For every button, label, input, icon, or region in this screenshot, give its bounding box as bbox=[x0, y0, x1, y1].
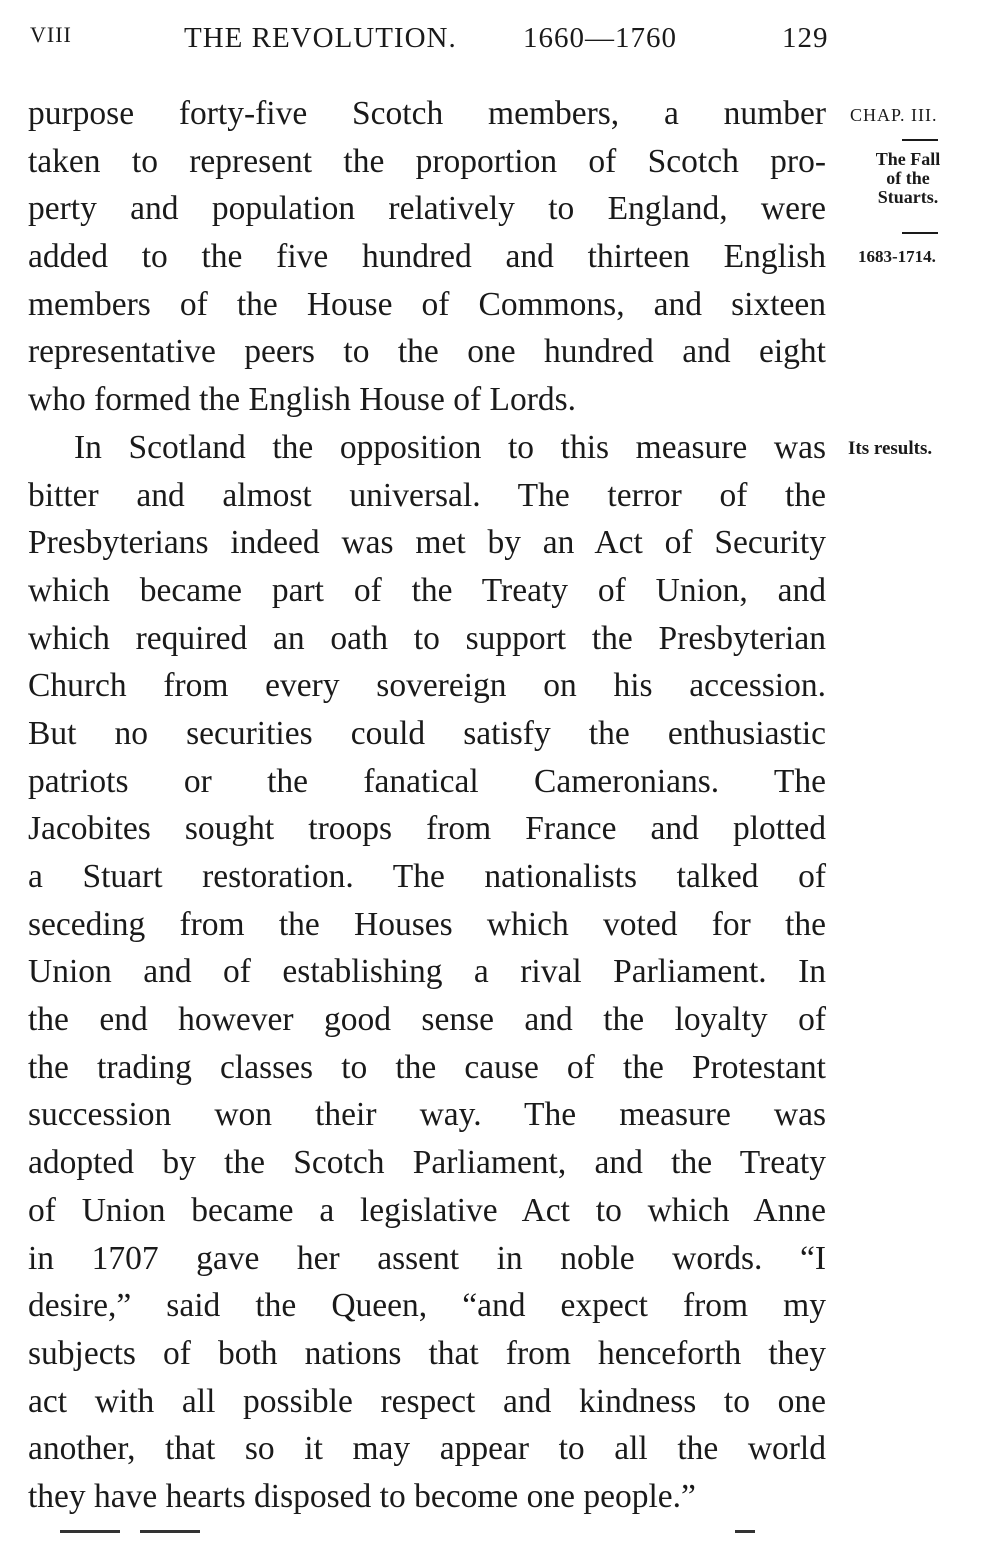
text-line: bitter and almost universal. The terror of the bbox=[28, 476, 826, 514]
text-line: Presbyterians indeed was met by an Act of Security bbox=[28, 524, 826, 562]
text-line: subjects of both nations that from henceforth they bbox=[28, 1334, 826, 1372]
margin-section-title bbox=[858, 150, 958, 207]
margin-section-title-line: of the bbox=[886, 168, 930, 188]
text-line: in 1707 gave her assent in noble words. “I bbox=[28, 1239, 826, 1277]
text-line: act with all possible respect and kindness to one bbox=[28, 1382, 826, 1420]
cropped-footer-marks bbox=[60, 1530, 760, 1536]
text-line: seceding from the Houses which voted for the bbox=[28, 905, 826, 943]
text-line: they have hearts disposed to become one people.” bbox=[28, 1477, 696, 1515]
text-line: Union and of establishing a rival Parliament. In bbox=[28, 953, 826, 991]
text-line: members of the House of Commons, and sixteen bbox=[28, 285, 826, 323]
text-line: desire,” said the Queen, “and expect from my bbox=[28, 1287, 826, 1325]
text-line: the end however good sense and the loyalty of bbox=[28, 1001, 826, 1039]
text-line: But no securities could satisfy the enthusiastic bbox=[28, 714, 826, 752]
footer-mark bbox=[140, 1530, 200, 1533]
text-line: patriots or the fanatical Cameronians. The bbox=[28, 762, 826, 800]
text-line: adopted by the Scotch Parliament, and the Treaty bbox=[28, 1144, 826, 1182]
footer-mark bbox=[60, 1530, 120, 1533]
text-line: another, that so it may appear to all the world bbox=[28, 1430, 826, 1468]
text-line: the trading classes to the cause of the Protestant bbox=[28, 1048, 826, 1086]
header-chapter-number: VIII bbox=[30, 22, 72, 47]
text-line: perty and population relatively to England, were bbox=[28, 190, 826, 228]
text-line: which required an oath to support the Presbyterian bbox=[28, 619, 826, 657]
text-line: taken to represent the proportion of Scotch pro- bbox=[28, 142, 826, 180]
paragraph-2 bbox=[28, 424, 826, 1521]
paragraph-1 bbox=[28, 90, 826, 424]
margin-section-title-line: Stuarts. bbox=[877, 187, 939, 207]
running-header bbox=[30, 22, 830, 62]
text-line: added to the five hundred and thirteen English bbox=[28, 238, 826, 276]
margin-rule bbox=[902, 232, 938, 234]
header-years: 1660—1760 bbox=[523, 22, 677, 54]
margin-rule bbox=[902, 139, 938, 141]
text-line: who formed the English House of Lords. bbox=[28, 381, 577, 419]
text-line: a Stuart restoration. The nationalists talked of bbox=[28, 858, 826, 895]
page-number: 129 bbox=[782, 22, 829, 54]
text-line: Jacobites sought troops from France and plotted bbox=[28, 810, 826, 848]
text-line: which became part of the Treaty of Union, and bbox=[28, 571, 826, 609]
text-line: purpose forty-five Scotch members, a number bbox=[28, 95, 826, 132]
text-line: of Union became a legislative Act to which Anne bbox=[28, 1191, 826, 1229]
text-line: succession won their way. The measure was bbox=[28, 1096, 826, 1134]
text-line: In Scotland the opposition to this measure was bbox=[74, 428, 826, 466]
margin-dates: 1683-1714. bbox=[858, 247, 936, 266]
footer-mark bbox=[735, 1530, 755, 1533]
margin-subsection: Its results. bbox=[848, 438, 933, 459]
header-title: THE REVOLUTION. bbox=[184, 22, 457, 54]
main-text bbox=[28, 90, 826, 1521]
margin-section-title-line: The Fall bbox=[875, 149, 941, 169]
text-line: Church from every sovereign on his accession. bbox=[28, 667, 826, 705]
text-line: representative peers to the one hundred and eight bbox=[28, 333, 826, 371]
margin-chapter: CHAP. III. bbox=[850, 105, 938, 125]
